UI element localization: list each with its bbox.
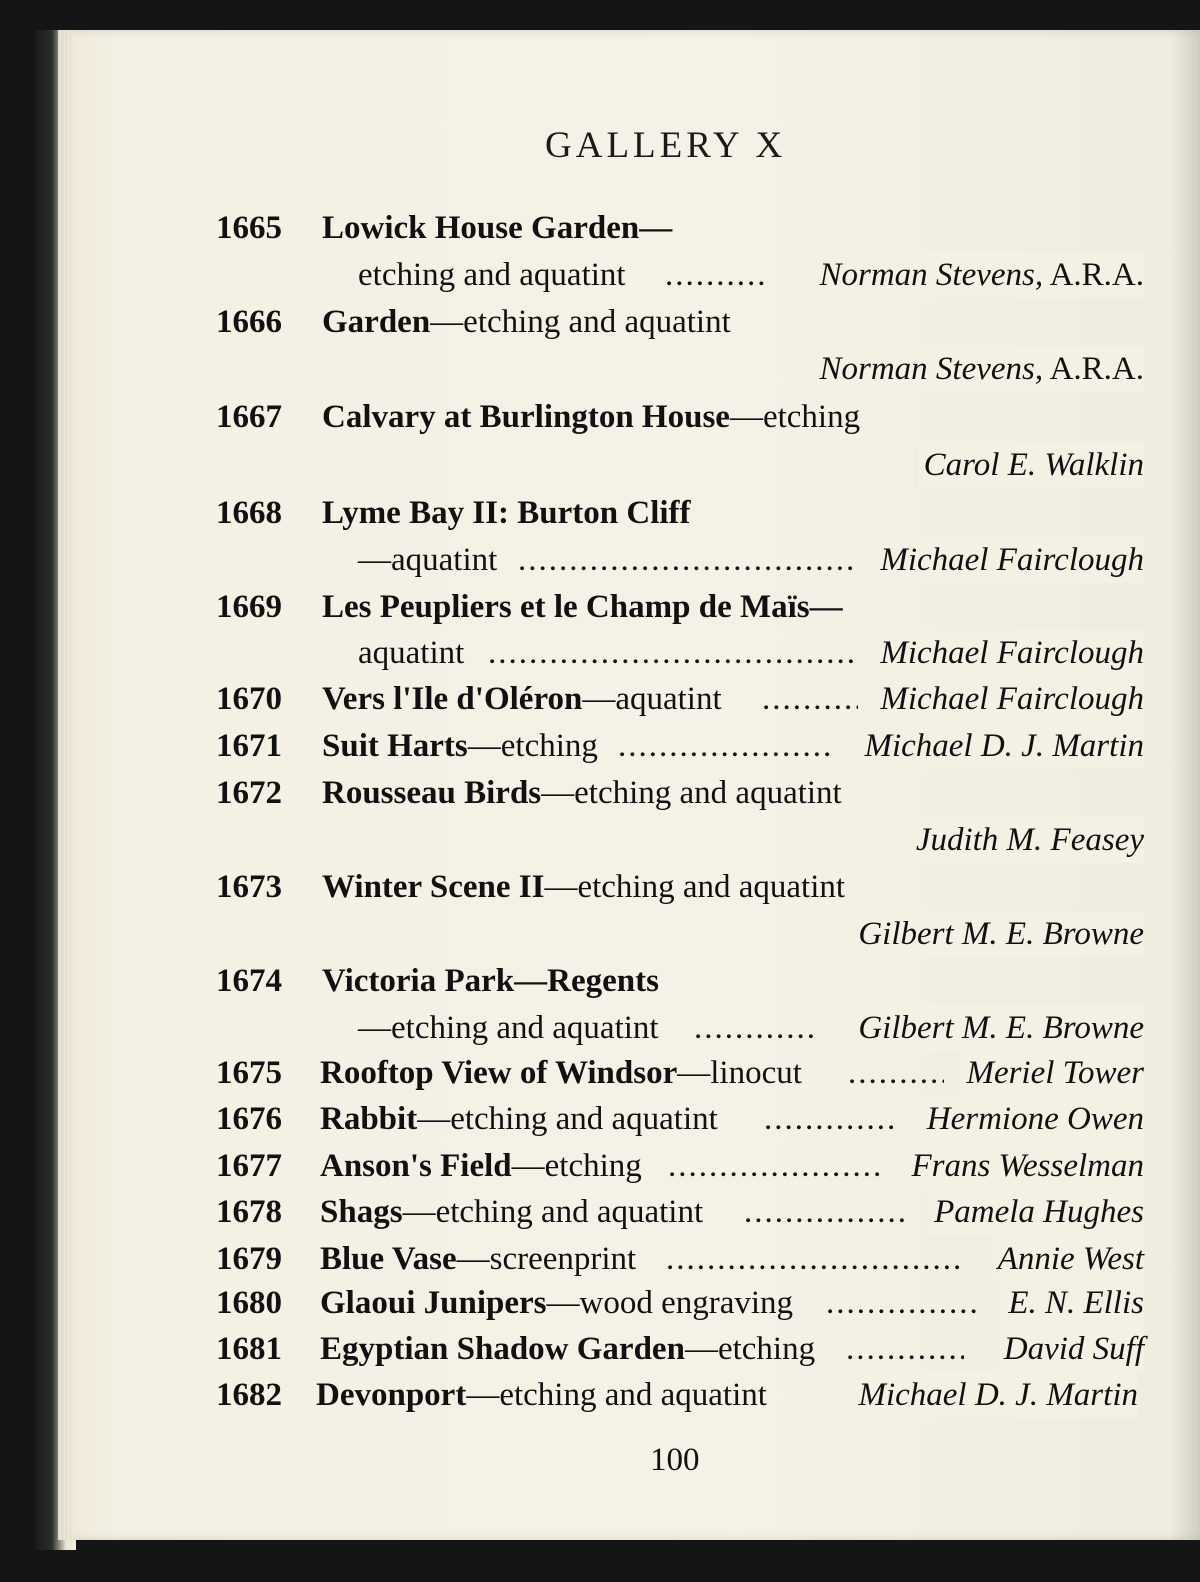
catalogue-entry-continuation (0, 817, 1200, 863)
entry-title: Blue Vase (320, 1241, 457, 1277)
entry-number: 1671 (216, 728, 282, 764)
entry-artist: Pamela Hughes (928, 1189, 1144, 1235)
entry-title-line (322, 958, 659, 1004)
entry-number: 1681 (216, 1331, 282, 1367)
entry-medium: —etching and aquatint (417, 1101, 718, 1137)
entry-title: Devonport (316, 1377, 467, 1413)
entry-artist (814, 252, 1145, 298)
entry-medium: aquatint (358, 635, 465, 671)
entry-medium: —aquatint (358, 542, 498, 578)
entry-number: 1672 (216, 775, 282, 811)
entry-title-line (322, 864, 845, 910)
entry-title-line (322, 584, 843, 630)
catalogue-entry (0, 490, 1200, 536)
entry-title: Rabbit (320, 1101, 418, 1137)
catalogue-entry-continuation (0, 346, 1200, 392)
entry-number: 1668 (216, 495, 282, 531)
page-number: 100 (650, 1442, 700, 1478)
catalogue-entry-continuation (0, 630, 1200, 676)
catalogue-entry-continuation (0, 911, 1200, 957)
catalogue-entry (0, 1189, 1200, 1235)
catalogue-entry (0, 676, 1200, 722)
entry-artist: Meriel Tower (960, 1050, 1144, 1096)
entry-medium: etching and aquatint (358, 257, 626, 293)
artist-name: Norman Stevens, (819, 257, 1044, 293)
entry-title-line (320, 1143, 642, 1189)
entry-title-line (322, 205, 672, 251)
entry-medium: —etching (729, 399, 861, 435)
catalogue-entry (0, 1372, 1200, 1418)
entry-title-line (322, 676, 722, 722)
entry-artist: Judith M. Feasey (910, 817, 1144, 863)
catalogue-entry-continuation (0, 537, 1200, 583)
entry-artist: Annie West (992, 1236, 1144, 1282)
entry-number: 1670 (216, 681, 282, 717)
catalogue-entry (0, 770, 1200, 816)
catalogue-entry (0, 394, 1200, 440)
entry-title-line (316, 1372, 767, 1418)
entry-title-line (320, 1280, 793, 1326)
entry-title-line (320, 1236, 636, 1282)
entry-artist: Carol E. Walklin (918, 442, 1144, 488)
leader-dots (668, 1143, 880, 1189)
entry-artist: Hermione Owen (921, 1096, 1144, 1142)
catalogue-entry (0, 1143, 1200, 1189)
entry-number: 1665 (216, 210, 282, 246)
leader-dots (764, 1096, 894, 1142)
entry-title: Egyptian Shadow Garden (320, 1331, 685, 1367)
artist-name: Norman Stevens, (819, 351, 1044, 387)
entry-artist: Michael D. J. Martin (852, 1372, 1138, 1418)
artist-credentials: A.R.A. (1043, 351, 1144, 387)
leader-dots (694, 1005, 814, 1051)
entry-number: 1676 (216, 1101, 282, 1137)
catalogue-entry (0, 205, 1200, 251)
entry-title: Lowick House Garden— (322, 210, 673, 246)
catalogue-entry (0, 299, 1200, 345)
entry-title-line (322, 394, 860, 440)
entry-title: Glaoui Junipers (320, 1285, 547, 1321)
entry-number: 1666 (216, 304, 282, 340)
entry-medium: —etching and aquatint (430, 304, 731, 340)
entry-title-line (322, 299, 731, 345)
leader-dots (666, 1236, 962, 1282)
entry-title-line (322, 490, 691, 536)
leader-dots (618, 723, 830, 769)
catalogue-entry (0, 958, 1200, 1004)
entry-title: Anson's Field (320, 1148, 512, 1184)
entry-medium: —etching (684, 1331, 816, 1367)
entry-title: Victoria Park—Regents (322, 963, 659, 999)
artist-credentials: A.R.A. (1043, 257, 1144, 293)
entry-medium: —etching and aquatint (358, 1010, 659, 1046)
leader-dots (826, 1280, 978, 1326)
leader-dots (518, 537, 858, 583)
catalogue-entry (0, 1096, 1200, 1142)
entry-artist: Michael Fairclough (874, 630, 1144, 676)
entry-medium: —etching (467, 728, 598, 764)
catalogue-entry-continuation (0, 1005, 1200, 1051)
entry-artist: E. N. Ellis (1002, 1280, 1144, 1326)
entry-title-line (322, 770, 842, 816)
entry-number: 1678 (216, 1194, 282, 1230)
catalogue-entry-continuation (0, 442, 1200, 488)
entry-title: Calvary at Burlington House (322, 399, 730, 435)
entry-title: Rousseau Birds (322, 775, 542, 811)
entry-medium: —wood engraving (546, 1285, 794, 1321)
entry-title: Rooftop View of Windsor (320, 1055, 678, 1091)
entry-medium: —etching (511, 1148, 642, 1184)
entry-medium: —etching and aquatint (541, 775, 842, 811)
entry-title: Les Peupliers et le Champ de Maïs— (322, 589, 843, 625)
entry-medium: —screenprint (456, 1241, 637, 1277)
catalogue-entry (0, 1050, 1200, 1096)
entry-number: 1674 (216, 963, 282, 999)
entry-artist: David Suff (998, 1326, 1144, 1372)
catalogue-entry (0, 1326, 1200, 1372)
catalogue-entry (0, 864, 1200, 910)
entry-medium: —linocut (677, 1055, 802, 1091)
catalogue-entry (0, 1280, 1200, 1326)
catalogue-entry (0, 1236, 1200, 1282)
entry-title: Shags (320, 1194, 403, 1230)
entry-artist: Gilbert M. E. Browne (852, 1005, 1144, 1051)
entry-number: 1673 (216, 869, 282, 905)
entry-title-line (320, 1050, 802, 1096)
catalogue-entry-continuation (0, 252, 1200, 298)
page-title: GALLERY X (545, 125, 787, 166)
entry-number: 1679 (216, 1241, 282, 1277)
entry-artist: Michael D. J. Martin (858, 723, 1144, 769)
entry-title: Garden (322, 304, 431, 340)
leader-dots (744, 1189, 904, 1235)
leader-dots (665, 252, 765, 298)
entry-title-line (320, 1189, 703, 1235)
entry-artist (814, 346, 1145, 392)
entry-title: Vers l'Ile d'Oléron (322, 681, 583, 717)
entry-artist: Michael Fairclough (874, 537, 1144, 583)
leader-dots (848, 1050, 944, 1096)
entry-number: 1680 (216, 1285, 282, 1321)
entry-artist: Michael Fairclough (874, 676, 1144, 722)
catalogue-entry (0, 584, 1200, 630)
entry-artist: Gilbert M. E. Browne (852, 911, 1144, 957)
entry-number: 1677 (216, 1148, 282, 1184)
leader-dots (488, 630, 858, 676)
leader-dots (846, 1326, 964, 1372)
entry-title-line (320, 1326, 815, 1372)
entry-medium: —etching and aquatint (402, 1194, 704, 1230)
entry-title-line (322, 723, 598, 769)
entry-number: 1682 (216, 1377, 282, 1413)
entry-number: 1675 (216, 1055, 282, 1091)
entry-medium: —etching and aquatint (544, 869, 846, 905)
entry-title-line (320, 1096, 718, 1142)
entry-artist: Frans Wesselman (905, 1143, 1144, 1189)
entry-medium: —etching and aquatint (466, 1377, 767, 1413)
entry-number: 1669 (216, 589, 282, 625)
leader-dots (762, 676, 858, 722)
catalogue-entry (0, 723, 1200, 769)
entry-title: Suit Harts (322, 728, 468, 764)
entry-medium: —aquatint (582, 681, 722, 717)
entry-title: Winter Scene II (322, 869, 545, 905)
entry-title: Lyme Bay II: Burton Cliff (322, 495, 691, 531)
entry-number: 1667 (216, 399, 282, 435)
